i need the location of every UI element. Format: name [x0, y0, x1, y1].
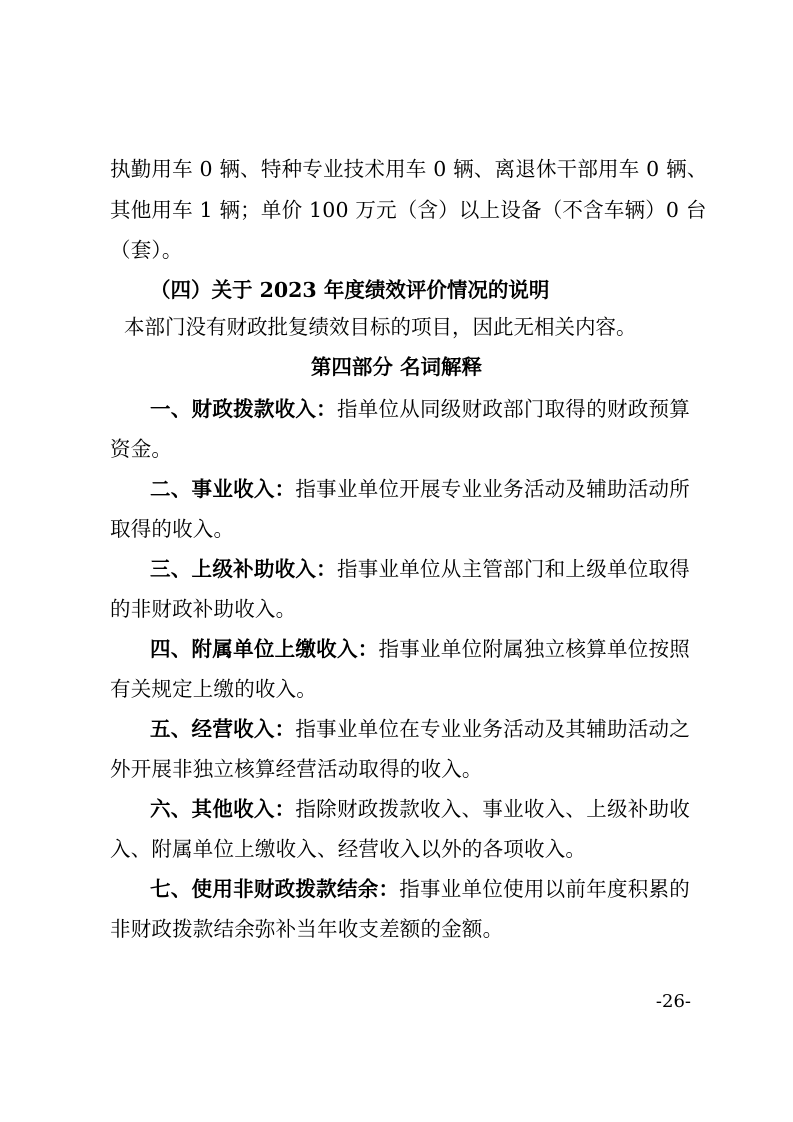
term-6-definition: 指除财政拨款收入、事业收入、上级补助收 [295, 797, 690, 821]
part4-title: 第四部分 名词解释 [310, 355, 483, 379]
term-6-line-2: 入、附属单位上缴收入、经营收入以外的各项收入。 [110, 837, 587, 861]
vehicle-line-1: 执勤用车 0 辆、特种专业技术用车 0 辆、离退休干部用车 0 辆、 [110, 157, 708, 181]
term-2-label: 二、事业收入： [150, 477, 296, 501]
term-2-line-1 [150, 475, 690, 503]
term-6-line-1 [150, 795, 690, 823]
term-2-definition: 指事业单位开展专业业务活动及辅助活动所 [295, 477, 690, 501]
term-1-line-2: 资金。 [110, 437, 173, 461]
term-5-label: 五、经营收入： [150, 717, 296, 741]
term-1-line-1 [150, 395, 690, 423]
term-1-label: 一、财政拨款收入： [150, 397, 337, 421]
term-7-definition: 指事业单位使用以前年度积累的 [399, 877, 690, 901]
term-3-label: 三、上级补助收入： [150, 557, 337, 581]
term-3-definition: 指事业单位从主管部门和上级单位取得 [336, 557, 690, 581]
term-7-label: 七、使用非财政拨款结余： [150, 877, 400, 901]
term-4-line-2: 有关规定上缴的收入。 [110, 677, 317, 701]
term-5-definition: 指事业单位在专业业务活动及其辅助活动之 [295, 717, 690, 741]
term-3-line-2: 的非财政补助收入。 [110, 597, 297, 621]
section4-body: 本部门没有财政批复绩效目标的项目，因此无相关内容。 [124, 315, 637, 339]
term-6-label: 六、其他收入： [150, 797, 296, 821]
term-5-line-2: 外开展非独立核算经营活动取得的收入。 [110, 757, 483, 781]
page-number: -26- [655, 991, 691, 1012]
term-4-label: 四、附属单位上缴收入： [150, 637, 379, 661]
term-5-line-1 [150, 715, 690, 743]
vehicle-line-2: 其他用车 1 辆；单价 100 万元（含）以上设备（不含车辆）0 台 [110, 198, 707, 222]
term-1-definition: 指单位从同级财政部门取得的财政预算 [336, 397, 690, 421]
section4-heading: （四）关于 2023 年度绩效评价情况的说明 [150, 278, 550, 302]
term-7-line-1 [150, 875, 690, 903]
term-4-line-1 [150, 635, 690, 663]
term-2-line-2: 取得的收入。 [110, 517, 235, 541]
term-3-line-1 [150, 555, 690, 583]
vehicle-line-3: （套）。 [110, 238, 183, 262]
term-7-line-2: 非财政拨款结余弥补当年收支差额的金额。 [110, 917, 504, 941]
term-4-definition: 指事业单位附属独立核算单位按照 [378, 637, 691, 661]
